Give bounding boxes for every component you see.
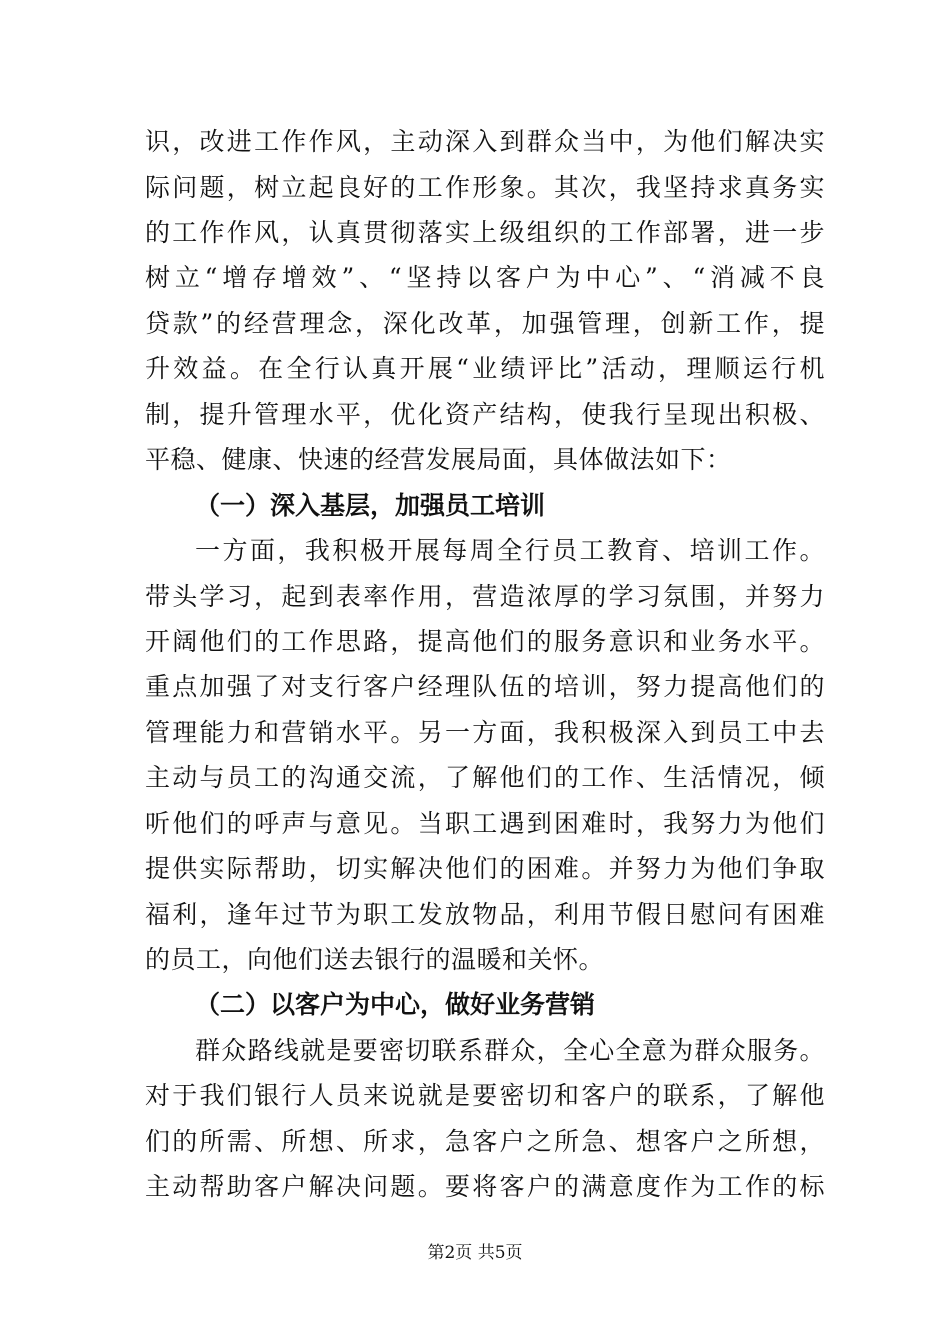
paragraph-line: 的员工，向他们送去银行的温暖和关怀。 [145,945,605,974]
section-heading: （一）深入基层，加强员工培训 [195,491,546,520]
paragraph-line: 平稳、健康、快速的经营发展局面，具体做法如下： [145,445,732,474]
section-heading: （二）以客户为中心，做好业务营销 [195,990,596,1019]
paragraph-line: 开阔他们的工作思路，提高他们的服务意识和业务水平。 [145,627,825,656]
paragraph-line: 升效益。在全行认真开展“业绩评比”活动，理顺运行机 [145,354,825,383]
paragraph-line: 树立“增存增效”、“坚持以客户为中心”、“消减不良 [145,263,825,292]
paragraph-line: 际问题，树立起良好的工作形象。其次，我坚持求真务实 [145,173,825,202]
paragraph-line: 福利，逢年过节为职工发放物品，利用节假日慰问有困难 [145,900,825,929]
paragraph-line: 的工作作风，认真贯彻落实上级组织的工作部署，进一步 [145,218,825,247]
paragraph-line: 听他们的呼声与意见。当职工遇到困难时，我努力为他们 [145,809,825,838]
paragraph-line: 贷款”的经营理念，深化改革，加强管理，创新工作，提 [145,309,825,338]
paragraph-line: 一方面，我积极开展每周全行员工教育、培训工作。 [195,536,825,565]
paragraph-line: 管理能力和营销水平。另一方面，我积极深入到员工中去 [145,718,825,747]
paragraph-line: 重点加强了对支行客户经理队伍的培训，努力提高他们的 [145,672,825,701]
paragraph-line: 制，提升管理水平，优化资产结构，使我行呈现出积极、 [145,400,825,429]
paragraph-line: 对于我们银行人员来说就是要密切和客户的联系，了解他 [145,1081,825,1110]
paragraph-line: 提供实际帮助，切实解决他们的困难。并努力为他们争取 [145,854,825,883]
paragraph-line: 主动帮助客户解决问题。要将客户的满意度作为工作的标 [145,1172,825,1201]
page-number-footer: 第2页 共5页 [427,1243,523,1263]
paragraph-line: 带头学习，起到表率作用，营造浓厚的学习氛围，并努力 [145,582,825,611]
paragraph-line: 群众路线就是要密切联系群众，全心全意为群众服务。 [195,1036,825,1065]
paragraph-line: 们的所需、所想、所求，急客户之所急、想客户之所想， [145,1127,825,1156]
paragraph-line: 主动与员工的沟通交流，了解他们的工作、生活情况，倾 [145,763,825,792]
paragraph-line: 识，改进工作作风，主动深入到群众当中，为他们解决实 [145,127,825,156]
